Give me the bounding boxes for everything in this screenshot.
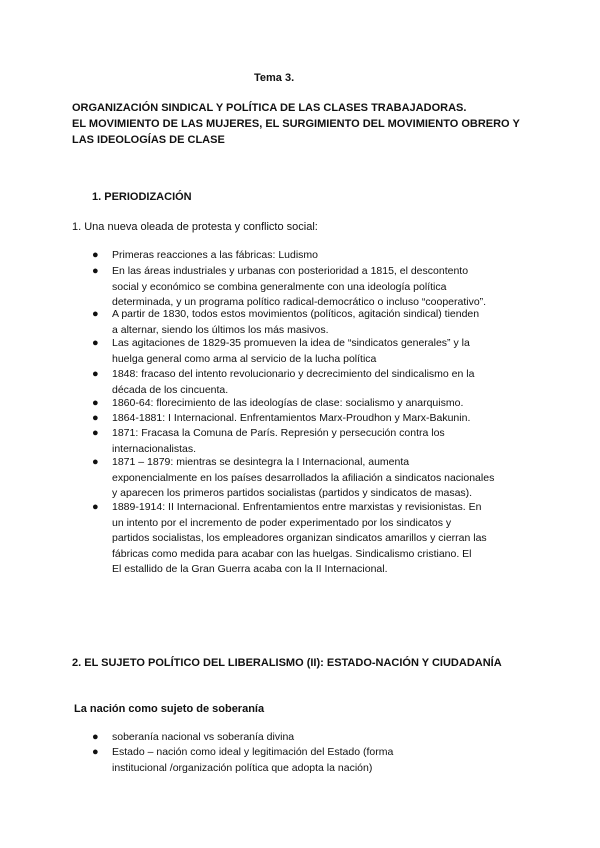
bullet-icon: ● bbox=[92, 265, 99, 277]
section-1-bullet-item-line: Las agitaciones de 1829-35 promueven la idea de “sindicatos generales” y la bbox=[112, 337, 470, 349]
section-1-bullet-item bbox=[92, 336, 522, 367]
bullet-icon: ● bbox=[92, 368, 99, 380]
section-1-bullet-item bbox=[92, 307, 522, 338]
section-1-bullet-item bbox=[92, 500, 522, 578]
section-1-bullet-item-line: A partir de 1830, todos estos movimientos (políticos, agitación sindical) tienden bbox=[112, 308, 480, 320]
section-1-bullet-item bbox=[92, 396, 522, 412]
section-1-bullet-item-line: 1889-1914: II Internacional. Enfrentamientos entre marxistas y revisionistas. En bbox=[112, 501, 482, 513]
section-1-title: 1. PERIODIZACIÓN bbox=[92, 191, 192, 203]
section-1-bullet-item bbox=[92, 426, 522, 457]
bullet-icon: ● bbox=[92, 746, 99, 758]
section-1-intro: 1. Una nueva oleada de protesta y conflicto social: bbox=[72, 221, 318, 233]
section-1-bullet-item bbox=[92, 411, 522, 427]
section-2-bullet-item bbox=[92, 730, 522, 746]
section-1-bullet-item-line: 1860-64: florecimiento de las ideologías de clase: socialismo y anarquismo. bbox=[112, 397, 464, 409]
section-1-bullet-item-line: y aparecen los primeros partidos socialistas (partidos y sindicatos de masas). bbox=[112, 487, 473, 499]
main-heading-line-2: EL MOVIMIENTO DE LAS MUJERES, EL SURGIMIENTO DEL MOVIMIENTO OBRERO Y bbox=[72, 118, 520, 130]
bullet-icon: ● bbox=[92, 308, 99, 320]
section-1-bullet-item-line: Primeras reacciones a las fábricas: Ludismo bbox=[112, 249, 319, 261]
section-1-bullet-item bbox=[92, 264, 522, 311]
bullet-icon: ● bbox=[92, 397, 99, 409]
section-1-bullet-item-line: fábricas como medida para acabar con las huelgas. Sindicalismo cristiano. El bbox=[112, 547, 472, 560]
section-2-title: 2. EL SUJETO POLÍTICO DEL LIBERALISMO (II): ESTADO-NACIÓN Y CIUDADANÍA bbox=[72, 657, 502, 669]
bullet-icon: ● bbox=[92, 249, 99, 261]
bullet-icon: ● bbox=[92, 501, 99, 513]
bullet-icon: ● bbox=[92, 427, 99, 439]
section-1-bullet-item-line: 1871 – 1879: mientras se desintegra la I Internacional, aumenta bbox=[112, 456, 410, 468]
section-1-bullet-item bbox=[92, 367, 522, 398]
section-2-bullet-item bbox=[92, 745, 522, 776]
section-1-bullet-item-line: social y económico se combina generalmente con una ideología política bbox=[112, 280, 447, 293]
bullet-icon: ● bbox=[92, 456, 99, 468]
section-1-bullet-item-line: 1871: Fracasa la Comuna de París. Represión y persecución contra los bbox=[112, 427, 445, 439]
section-1-bullet-item-line: década de los cincuenta. bbox=[112, 383, 229, 396]
section-1-bullet-item bbox=[92, 248, 522, 264]
section-1-bullet-item bbox=[92, 455, 522, 502]
section-1-bullet-item-line: 1864-1881: I Internacional. Enfrentamientos Marx-Proudhon y Marx-Bakunin. bbox=[112, 412, 471, 424]
section-2-bullet-item-line: institucional /organización política que adopta la nación) bbox=[112, 761, 373, 774]
section-2-bullet-item-line: Estado – nación como ideal y legitimación del Estado (forma bbox=[112, 746, 394, 758]
section-1-bullet-item-line: internacionalistas. bbox=[112, 442, 197, 455]
section-1-bullet-item-line: 1848: fracaso del intento revolucionario y decrecimiento del sindicalismo en la bbox=[112, 368, 475, 380]
section-1-bullet-item-line: a alternar, siendo los últimos los más masivos. bbox=[112, 323, 329, 336]
section-2-subheading: La nación como sujeto de soberanía bbox=[74, 703, 265, 715]
section-1-bullet-item-line: un intento por el incremento de poder experimentado por los sindicatos y bbox=[112, 516, 452, 529]
section-1-bullet-item-line: El estallido de la Gran Guerra acaba con la II Internacional. bbox=[112, 563, 388, 575]
bullet-icon: ● bbox=[92, 337, 99, 349]
section-1-bullet-item-line: En las áreas industriales y urbanas con posterioridad a 1815, el descontento bbox=[112, 265, 469, 277]
section-1-bullet-item-line: exponencialmente en los países desarrollados la afiliación a sindicatos nacionales bbox=[112, 471, 495, 484]
section-1-bullet-item-line: determinada, y un programa político radical-democrático o incluso “cooperativo”. bbox=[112, 296, 487, 308]
main-heading-line-3: LAS IDEOLOGÍAS DE CLASE bbox=[72, 134, 225, 146]
section-1-bullet-item-line: partidos socialistas, los empleadores organizan sindicatos amarillos y cierran las bbox=[112, 532, 487, 544]
section-1-bullet-item-line: huelga general como arma al servicio de la lucha política bbox=[112, 352, 377, 365]
section-2-bullet-item-line: soberanía nacional vs soberanía divina bbox=[112, 731, 295, 743]
main-heading-line-1: ORGANIZACIÓN SINDICAL Y POLÍTICA DE LAS CLASES TRABAJADORAS. bbox=[72, 102, 467, 114]
document-title: Tema 3. bbox=[254, 72, 295, 84]
bullet-icon: ● bbox=[92, 731, 99, 743]
bullet-icon: ● bbox=[92, 412, 99, 424]
